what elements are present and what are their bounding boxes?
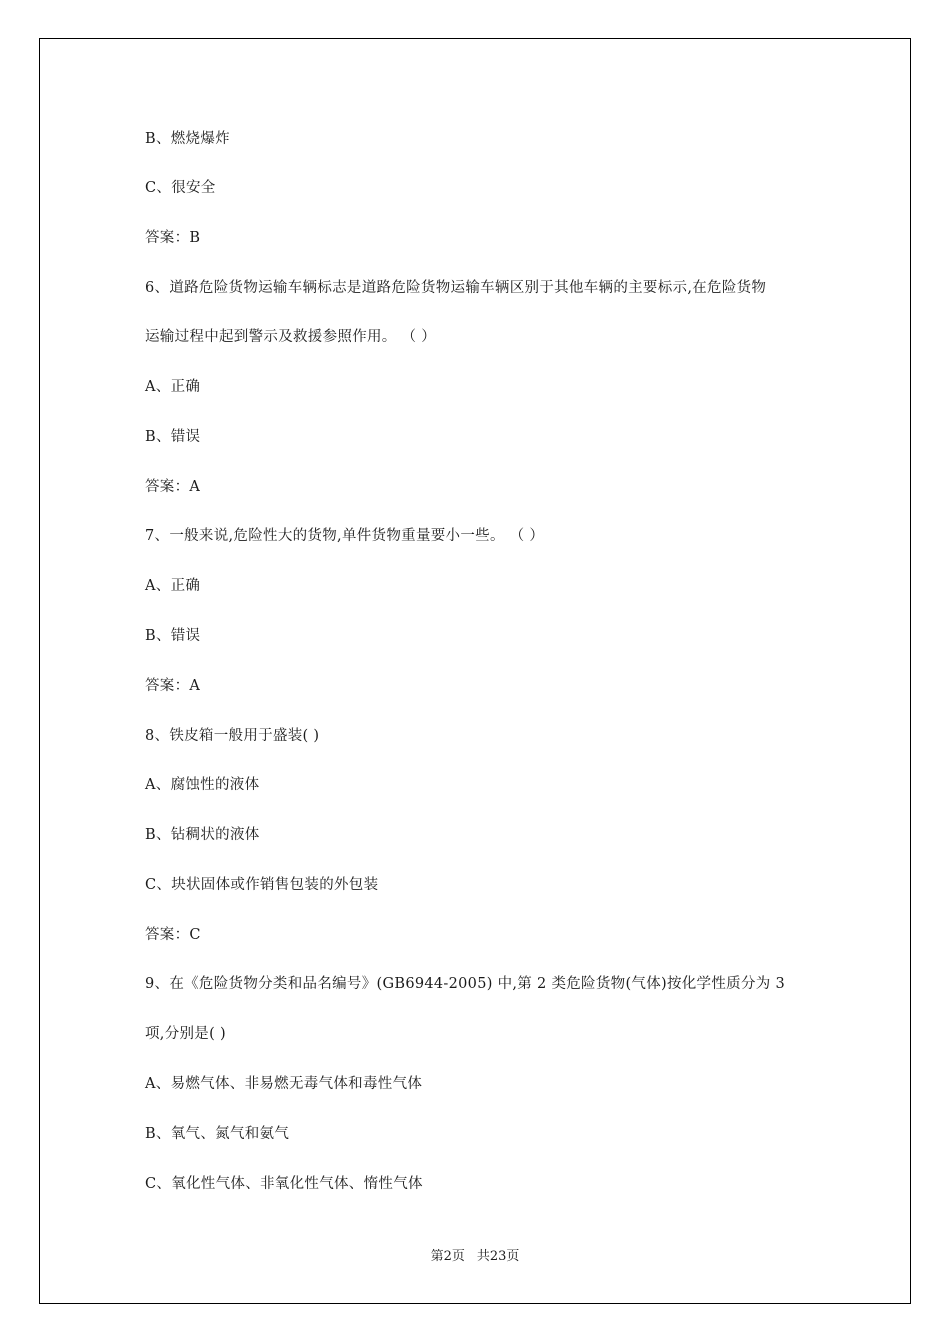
option-line: A、腐蚀性的液体 — [145, 777, 260, 793]
page-number: 第2页 — [430, 1249, 465, 1264]
option-line: B、错误 — [145, 429, 201, 445]
option-line: C、块状固体或作销售包装的外包装 — [145, 877, 379, 893]
option-line: A、正确 — [145, 379, 201, 395]
option-line: B、钻稠状的液体 — [145, 827, 260, 843]
answer-line: 答案：B — [145, 230, 201, 246]
question-line: 项,分别是( ) — [145, 1026, 226, 1042]
option-line: B、氧气、氮气和氨气 — [145, 1126, 290, 1142]
option-line: A、正确 — [145, 578, 201, 594]
answer-line: 答案：A — [145, 479, 201, 495]
answer-line: 答案：A — [145, 678, 201, 694]
question-line: 运输过程中起到警示及救援参照作用。 （ ） — [145, 329, 437, 345]
option-line: A、易燃气体、非易燃无毒气体和毒性气体 — [145, 1076, 423, 1092]
option-line: C、氧化性气体、非氧化性气体、惰性气体 — [145, 1176, 423, 1192]
option-line: B、错误 — [145, 628, 201, 644]
page-total: 共23页 — [476, 1249, 520, 1264]
answer-line: 答案：C — [145, 927, 201, 943]
question-line: 9、在《危险货物分类和品名编号》(GB6944-2005) 中,第 2 类危险货物(气体)按化学性质分为 3 — [145, 976, 785, 992]
option-line: C、很安全 — [145, 180, 216, 196]
page-footer — [0, 1248, 950, 1266]
option-line: B、燃烧爆炸 — [145, 131, 230, 147]
question-line: 7、一般来说,危险性大的货物,单件货物重量要小一些。 （ ） — [145, 528, 545, 544]
question-line: 6、道路危险货物运输车辆标志是道路危险货物运输车辆区别于其他车辆的主要标示,在危险货物 — [145, 280, 767, 296]
question-line: 8、铁皮箱一般用于盛装( ) — [145, 728, 320, 744]
